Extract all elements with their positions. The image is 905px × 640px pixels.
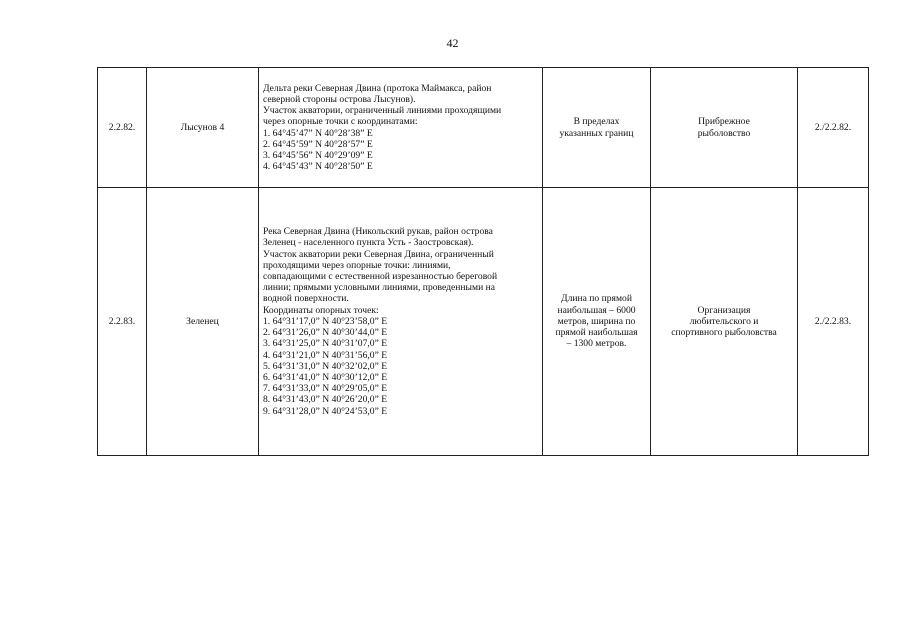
area-description-cell bbox=[259, 68, 543, 188]
table-row bbox=[98, 68, 869, 188]
boundary-line: Длина по прямой bbox=[561, 293, 632, 305]
area-name-cell: Зеленец bbox=[147, 188, 259, 456]
coordinate-line: 7. 64°31’33,0” N 40°29’05,0” E bbox=[263, 383, 388, 395]
description-line: совпадающими с естественной изрезанностью береговой bbox=[263, 271, 498, 283]
usage-line: Прибрежное bbox=[698, 116, 750, 128]
coordinate-line: 4. 64°31’21,0” N 40°31’56,0” E bbox=[263, 349, 388, 361]
coordinate-line: 2. 64°45’59” N 40°28’57” E bbox=[263, 138, 373, 150]
row-number-cell: 2.2.83. bbox=[98, 188, 147, 456]
area-boundary-cell bbox=[543, 188, 651, 456]
coordinate-line: 3. 64°45’56” N 40°29’09” E bbox=[263, 149, 373, 161]
fishing-areas-table bbox=[97, 67, 869, 456]
description-line: проходящими через опорные точки: линиями, bbox=[263, 259, 451, 271]
reference-cell: 2./2.2.82. bbox=[798, 68, 869, 188]
area-boundary-cell bbox=[543, 68, 651, 188]
area-name-cell: Лысунов 4 bbox=[147, 68, 259, 188]
area-description-cell bbox=[259, 188, 543, 456]
coordinate-line: 1. 64°45’47” N 40°28’38” E bbox=[263, 127, 373, 139]
area-usage-cell bbox=[651, 68, 798, 188]
coordinate-line: 5. 64°31’31,0” N 40°32’02,0” E bbox=[263, 360, 388, 372]
coordinate-line: 8. 64°31’43,0” N 40°26’20,0” E bbox=[263, 394, 388, 406]
page-number: 42 bbox=[446, 36, 459, 50]
description-line: Зеленец - населенного пункта Усть - Заостровская). bbox=[263, 237, 474, 249]
description-line: водной поверхности. bbox=[263, 293, 349, 305]
boundary-line: – 1300 метров. bbox=[566, 338, 627, 350]
coordinate-line: 3. 64°31’25,0” N 40°31’07,0” E bbox=[263, 338, 388, 350]
coordinate-line: 2. 64°31’26,0” N 40°30’44,0” E bbox=[263, 327, 388, 339]
boundary-line: наибольшая – 6000 bbox=[557, 304, 636, 316]
boundary-line: указанных границ bbox=[559, 127, 634, 139]
coordinate-line: 1. 64°31’17,0” N 40°23’58,0” E bbox=[263, 315, 388, 327]
reference-cell: 2./2.2.83. bbox=[798, 188, 869, 456]
usage-line: рыболовство bbox=[697, 127, 751, 139]
table-row bbox=[98, 188, 869, 456]
description-line: через опорные точки с координатами: bbox=[263, 116, 418, 128]
area-usage-cell bbox=[651, 188, 798, 456]
coordinate-line: 4. 64°45’43” N 40°28’50” E bbox=[263, 161, 373, 173]
description-line: Участок акватории, ограниченный линиями проходящими bbox=[263, 105, 502, 117]
description-line: Координаты опорных точек: bbox=[263, 304, 379, 316]
description-line: Река Северная Двина (Никольский рукав, район острова bbox=[263, 226, 493, 238]
boundary-line: метров, ширина по bbox=[557, 315, 636, 327]
coordinate-line: 6. 64°31’41,0” N 40°30’12,0” E bbox=[263, 371, 388, 383]
boundary-line: В пределах bbox=[573, 116, 620, 128]
description-line: Участок акватории реки Северная Двина, ограниченный bbox=[263, 248, 494, 260]
usage-line: любительского и bbox=[689, 315, 759, 327]
description-line: линии; прямыми условными линиями, проведенными на bbox=[263, 282, 495, 294]
usage-line: спортивного рыболовства bbox=[671, 327, 777, 339]
row-number-cell: 2.2.82. bbox=[98, 68, 147, 188]
description-line: северной стороны острова Лысунов). bbox=[263, 93, 416, 105]
coordinate-line: 9. 64°31’28,0” N 40°24’53,0” E bbox=[263, 405, 388, 417]
usage-line: Организация bbox=[697, 304, 751, 316]
boundary-line: прямой наибольшая bbox=[555, 327, 638, 339]
description-line: Дельта реки Северная Двина (протока Маймакса, район bbox=[263, 82, 492, 94]
